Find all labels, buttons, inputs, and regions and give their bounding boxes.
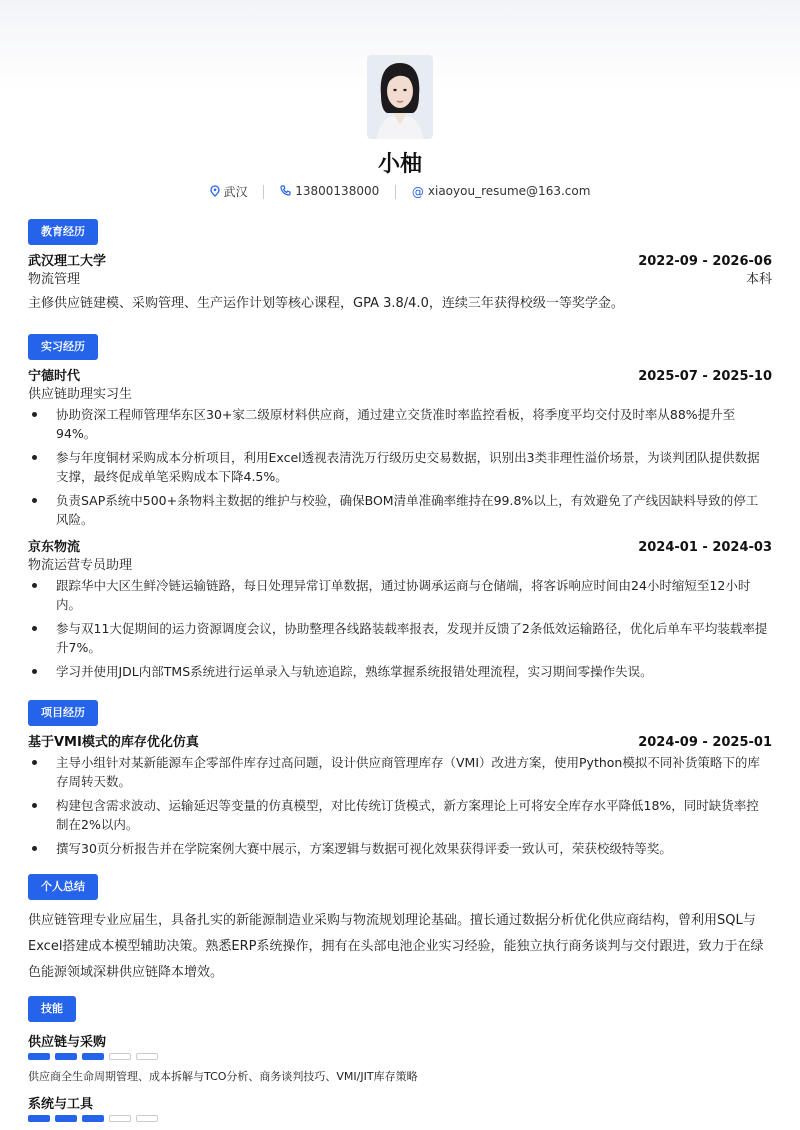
list-item: 撰写30页分析报告并在学院案例大赛中展示，方案逻辑与数据可视化效果获得评委一致认可，荣获校级特等奖。: [28, 839, 768, 858]
skill-bar-filled: [28, 1115, 50, 1122]
contact-phone: [280, 184, 379, 199]
skill-name: 供应链与采购: [28, 1035, 107, 1050]
internship-bullets: [28, 576, 768, 686]
list-item: 学习并使用JDL内部TMS系统进行运单录入与轨迹追踪，熟练掌握系统报错处理流程，实习期间零操作失误。: [28, 662, 768, 681]
candidate-name: 小柚: [377, 152, 422, 177]
location-pin-icon: [210, 185, 220, 200]
skill-description: 供应商全生命周期管理、成本拆解与TCO分析、商务谈判技巧、VMI/JIT库存策略: [28, 1070, 418, 1083]
skill-bar-filled: [82, 1115, 104, 1122]
internship-role: 物流运营专员助理: [28, 558, 133, 573]
section-badge-summary: 个人总结: [28, 874, 98, 900]
section-badge-projects: 项目经历: [28, 700, 98, 726]
phone-icon: [280, 185, 291, 199]
contact-location: [210, 183, 248, 200]
degree-level: 本科: [745, 272, 772, 287]
skill-bar-filled: [55, 1115, 77, 1122]
skill-bar-filled: [28, 1053, 50, 1060]
skill-bar-empty: [136, 1115, 158, 1122]
profile-photo: [367, 55, 433, 139]
skill-level-meter: [28, 1053, 163, 1061]
contact-divider: [395, 185, 396, 199]
phone-text: 13800138000: [295, 184, 380, 199]
internship-bullets: [28, 405, 768, 534]
major-name: 物流管理: [28, 272, 81, 287]
education-description: 主修供应链建模、采购管理、生产运作计划等核心课程，GPA 3.8/4.0，连续三年获得校级一等奖学金。: [28, 296, 624, 311]
project-bullets: [28, 753, 768, 863]
school-name: 武汉理工大学: [28, 254, 107, 269]
education-dates: 2022-09 - 2026-06: [638, 254, 772, 269]
internship-dates: 2024-01 - 2024-03: [638, 540, 772, 555]
section-badge-education: 教育经历: [28, 219, 98, 245]
contact-divider: [263, 185, 264, 199]
company-name: 宁德时代: [28, 369, 81, 384]
location-text: 武汉: [223, 185, 248, 199]
internship-dates: 2025-07 - 2025-10: [638, 369, 772, 384]
summary-text: 供应链管理专业应届生，具备扎实的新能源制造业采购与物流规划理论基础。擅长通过数据分析优化供应商结构，曾利用SQL与Excel搭建成本模型辅助决策。熟悉ERP系统操作，拥有在头部电池企业实习经验，能独立执行商务谈判与交付跟进，致力于在绿色能源领域深耕供应链降本增效。: [28, 913, 764, 980]
list-item: 参与双11大促期间的运力资源调度会议，协助整理各线路装载率报表，发现并反馈了2条低效运输路径，优化后单车平均装载率提升7%。: [28, 619, 768, 657]
at-sign-icon: @: [411, 184, 424, 199]
skill-bar-empty: [136, 1053, 158, 1060]
list-item: 构建包含需求波动、运输延迟等变量的仿真模型，对比传统订货模式，新方案理论上可将安全库存水平降低18%，同时缺货率控制在2%以内。: [28, 796, 768, 834]
list-item: 参与年度铜材采购成本分析项目，利用Excel透视表清洗万行级历史交易数据，识别出3类非理性溢价场景，为谈判团队提供数据支撑，最终促成单笔采购成本下降4.5%。: [28, 448, 768, 486]
internship-role: 供应链助理实习生: [28, 387, 133, 402]
skill-name: 系统与工具: [28, 1097, 94, 1112]
email-text: xiaoyou_resume@163.com: [427, 184, 591, 199]
skill-bar-empty: [109, 1053, 131, 1060]
company-name: 京东物流: [28, 540, 81, 555]
section-badge-skills: 技能: [28, 996, 76, 1022]
list-item: 主导小组针对某新能源车企零部件库存过高问题，设计供应商管理库存（VMI）改进方案，使用Python模拟不同补货策略下的库存周转天数。: [28, 753, 768, 791]
skill-bar-filled: [82, 1053, 104, 1060]
contact-email: [412, 184, 591, 199]
section-badge-internships: 实习经历: [28, 334, 98, 360]
list-item: 负责SAP系统中500+条物料主数据的维护与校验，确保BOM清单准确率维持在99.8%以上，有效避免了产线因缺料导致的停工风险。: [28, 491, 768, 529]
skill-bar-filled: [55, 1053, 77, 1060]
list-item: 跟踪华中大区生鲜冷链运输链路，每日处理异常订单数据，通过协调承运商与仓储端，将客诉响应时间由24小时缩短至12小时内。: [28, 576, 768, 614]
skill-level-meter: [28, 1115, 163, 1123]
project-dates: 2024-09 - 2025-01: [638, 735, 772, 750]
list-item: 协助资深工程师管理华东区30+家二级原材料供应商，通过建立交货准时率监控看板，将季度平均交付及时率从88%提升至94%。: [28, 405, 768, 443]
project-name: 基于VMI模式的库存优化仿真: [28, 735, 199, 750]
contact-bar: [0, 183, 800, 200]
skill-bar-empty: [109, 1115, 131, 1122]
